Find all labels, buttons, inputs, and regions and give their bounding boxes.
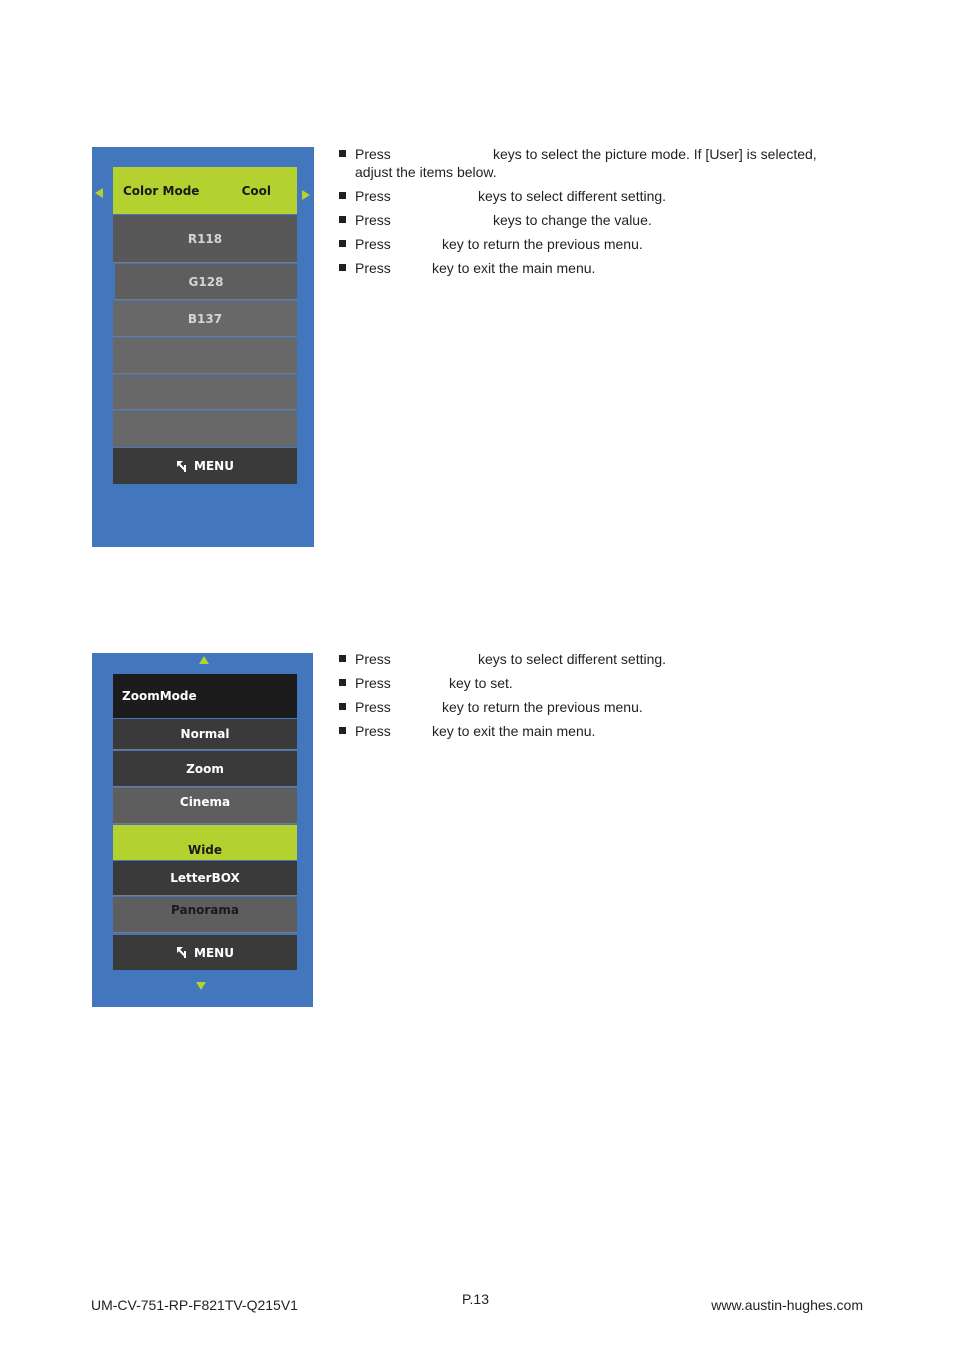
- bullet-square-icon: [339, 655, 346, 662]
- bullet-square-icon: [339, 703, 346, 710]
- return-arrow-icon: [176, 460, 190, 473]
- instruction-text: key to exit the main menu.: [432, 723, 596, 739]
- zoom-option-normal-label: Normal: [180, 727, 230, 741]
- instruction-item: [338, 259, 596, 277]
- color-mode-value: Cool: [241, 183, 271, 198]
- press-label: Press: [355, 699, 391, 715]
- instruction-text: keys to select the picture mode. If [User] is selected,: [493, 146, 817, 162]
- zoom-option-cinema-label: Cinema: [179, 795, 231, 809]
- press-label: Press: [355, 723, 391, 739]
- color-mode-osd-panel: [92, 147, 314, 547]
- instruction-item: [338, 211, 652, 229]
- press-label: Press: [355, 260, 391, 276]
- press-label: Press: [355, 146, 391, 162]
- press-label: Press: [355, 236, 391, 252]
- return-arrow-icon: [176, 946, 190, 959]
- color-item-r[interactable]: [113, 215, 297, 263]
- zoom-option-normal[interactable]: [113, 719, 297, 750]
- footer-page-number: P.13: [462, 1291, 489, 1307]
- zoom-option-zoom[interactable]: [113, 751, 297, 787]
- zoom-mode-title: [113, 674, 297, 718]
- zoom-option-wide[interactable]: [113, 825, 297, 860]
- instruction-item: [338, 698, 643, 716]
- press-label: Press: [355, 675, 391, 691]
- color-item-empty-2: [113, 375, 297, 410]
- zoom-option-letterbox[interactable]: [113, 861, 297, 896]
- bullet-square-icon: [339, 679, 346, 686]
- footer-doc-code: UM-CV-751-RP-F821TV-Q215V1: [91, 1297, 298, 1313]
- press-label: Press: [355, 212, 391, 228]
- instruction-text: keys to select different setting.: [478, 188, 667, 204]
- zoom-option-panorama[interactable]: [113, 897, 297, 933]
- instruction-text: keys to change the value.: [493, 212, 652, 228]
- bullet-square-icon: [339, 240, 346, 247]
- zoom-option-cinema[interactable]: [113, 788, 297, 824]
- zoom-option-wide-label: Wide: [187, 843, 223, 857]
- footer-website: www.austin-hughes.com: [711, 1297, 863, 1313]
- color-item-g-label: G128: [188, 274, 224, 289]
- left-arrow-icon[interactable]: [95, 188, 103, 198]
- color-mode-row[interactable]: [113, 167, 297, 214]
- menu-back-button[interactable]: [113, 935, 297, 970]
- instruction-item: [338, 650, 667, 668]
- instruction-item: [338, 674, 513, 692]
- press-label: Press: [355, 651, 391, 667]
- zoom-option-panorama-label: Panorama: [171, 903, 239, 917]
- zoom-option-zoom-label: Zoom: [186, 761, 224, 776]
- right-arrow-icon[interactable]: [302, 190, 310, 200]
- bullet-square-icon: [339, 727, 346, 734]
- menu-back-button[interactable]: [113, 448, 297, 484]
- instruction-text: keys to select different setting.: [478, 651, 667, 667]
- instruction-text: key to exit the main menu.: [432, 260, 596, 276]
- instruction-text: key to set.: [449, 675, 513, 691]
- bullet-square-icon: [339, 264, 346, 271]
- instructions-zoom-mode: [338, 650, 667, 746]
- bullet-square-icon: [339, 216, 346, 223]
- down-arrow-icon[interactable]: [196, 982, 206, 990]
- instruction-item: [338, 187, 667, 205]
- instruction-continuation: adjust the items below.: [355, 164, 497, 180]
- menu-label: MENU: [194, 459, 234, 473]
- color-item-g[interactable]: [115, 264, 297, 300]
- bullet-square-icon: [339, 192, 346, 199]
- zoom-option-letterbox-label: LetterBOX: [170, 871, 240, 885]
- zoom-mode-osd-panel: [92, 653, 313, 1007]
- menu-label: MENU: [194, 945, 234, 960]
- instruction-text: key to return the previous menu.: [442, 699, 643, 715]
- instructions-color-mode: [338, 145, 817, 283]
- instruction-item: [338, 145, 817, 181]
- color-item-b[interactable]: [113, 301, 297, 337]
- color-item-empty-1: [113, 338, 297, 374]
- color-item-b-label: B137: [187, 311, 223, 326]
- instruction-item: [338, 235, 643, 253]
- color-item-r-label: R118: [187, 231, 223, 246]
- press-label: Press: [355, 188, 391, 204]
- zoom-mode-title-label: ZoomMode: [122, 689, 197, 703]
- up-arrow-icon[interactable]: [199, 656, 209, 664]
- bullet-square-icon: [339, 150, 346, 157]
- color-mode-label: Color Mode: [123, 183, 200, 198]
- instruction-text: key to return the previous menu.: [442, 236, 643, 252]
- color-item-empty-3: [113, 411, 297, 447]
- instruction-item: [338, 722, 596, 740]
